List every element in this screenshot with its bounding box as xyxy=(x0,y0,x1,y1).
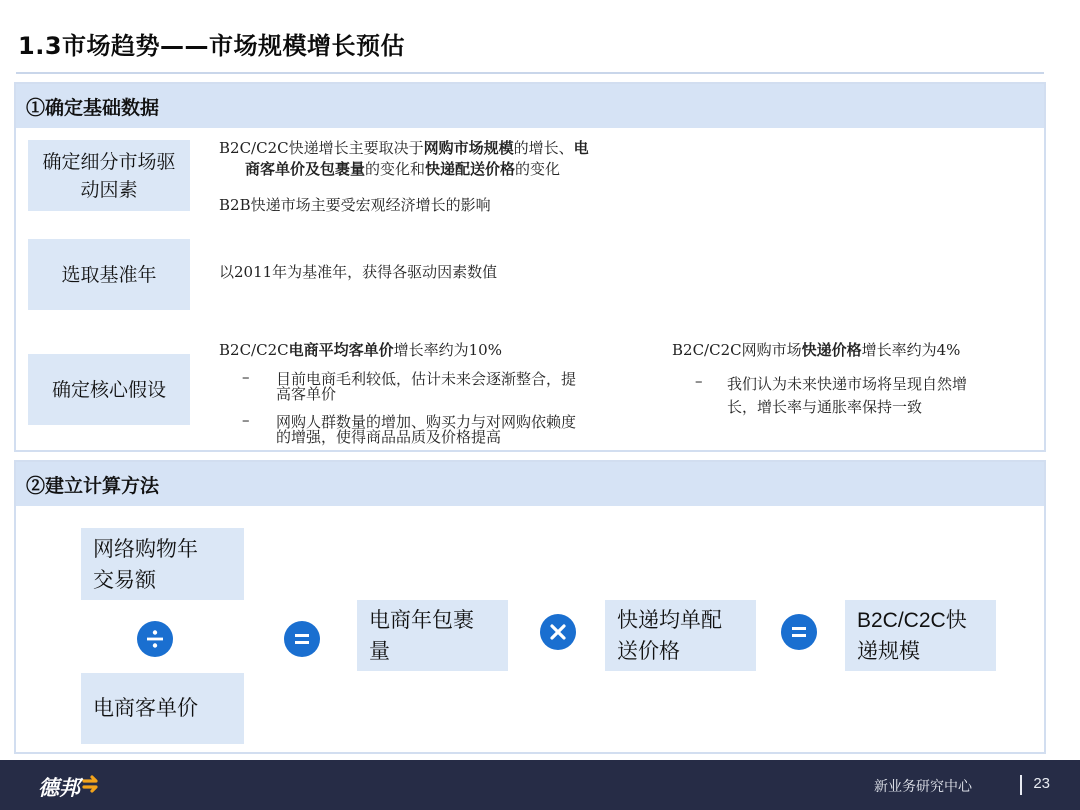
drivers-text: 的变化 xyxy=(515,160,561,178)
label-core-assumptions: 确定核心假设 xyxy=(28,354,190,425)
assumption-right-heading xyxy=(672,340,1032,361)
label-market-drivers: 确定细分市场驱动因素 xyxy=(28,140,190,211)
box-online-gmv-l1: 网络购物年 xyxy=(93,537,198,561)
box-unit-delivery-price-l1: 快递均单配 xyxy=(617,608,722,632)
multiply-icon xyxy=(540,614,576,650)
drivers-line-1 xyxy=(219,138,669,159)
title-rule xyxy=(16,72,1044,74)
drivers-key-term: 快递配送价格 xyxy=(425,160,516,178)
box-parcel-volume-l2: 量 xyxy=(369,639,390,663)
footer-bar xyxy=(0,760,1080,810)
box-express-market-size-l2: 递规模 xyxy=(857,639,920,663)
footer-divider xyxy=(1020,775,1022,795)
drivers-key-term: 电 xyxy=(573,139,589,157)
drivers-text: B2C/C2C快递增长主要取决于 xyxy=(219,139,424,157)
drivers-key-term: 网购市场规模 xyxy=(423,139,514,157)
section-header-base-data: ①确定基础数据 xyxy=(16,84,1044,128)
assumption-text: 增长率约为10% xyxy=(393,341,502,359)
label-base-year: 选取基准年 xyxy=(28,239,190,310)
drivers-text: 的变化和 xyxy=(365,160,426,178)
assumption-left-bullet-2-l1: 网购人群数量的增加、购买力与对网购依赖度 xyxy=(276,413,577,431)
divide-icon xyxy=(137,621,173,657)
box-unit-delivery-price-l2: 送价格 xyxy=(617,639,680,663)
base-year-text: 以2011年为基准年，获得各驱动因素数值 xyxy=(219,263,498,281)
assumption-text: B2C/C2C网购市场 xyxy=(672,341,802,359)
box-avg-order-value: 电商客单价 xyxy=(81,673,244,744)
box-express-market-size-l1: B2C/C2C快 xyxy=(857,609,967,632)
section-header-calculation: ②建立计算方法 xyxy=(16,462,1044,506)
drivers-text: 的增长、 xyxy=(513,139,574,157)
box-express-market-size xyxy=(845,600,996,671)
assumption-text: B2C/C2C xyxy=(219,341,289,359)
bullet-dash: – xyxy=(242,368,250,386)
box-parcel-volume xyxy=(357,600,508,671)
drivers-key-term: 商客单价及包裹量 xyxy=(245,160,366,178)
assumption-right-bullet-l2: 长，增长率与通胀率保持一致 xyxy=(727,398,923,416)
brand-logo-icon xyxy=(82,774,104,794)
box-online-gmv xyxy=(81,528,244,600)
assumption-left-bullet-1-l1: 目前电商毛利较低，估计未来会逐渐整合，提 xyxy=(276,370,577,388)
drivers-line-2 xyxy=(245,159,675,180)
drivers-line-3: B2B快递市场主要受宏观经济增长的影响 xyxy=(219,196,491,214)
assumption-key-term: 快递价格 xyxy=(801,341,862,359)
assumption-left-bullet-2-l2: 的增强，使得商品品质及价格提高 xyxy=(276,428,502,446)
page-title: 1.3市场趋势——市场规模增长预估 xyxy=(18,32,406,60)
bullet-dash: – xyxy=(242,411,250,429)
assumption-key-term: 电商平均客单价 xyxy=(288,341,394,359)
box-online-gmv-l2: 交易额 xyxy=(93,568,156,592)
assumption-text: 增长率约为4% xyxy=(861,341,961,359)
equals-icon xyxy=(284,621,320,657)
page-number: 23 xyxy=(1033,775,1050,792)
assumption-left-bullet-1-l2: 高客单价 xyxy=(276,385,337,403)
brand-logo-text: 德邦 xyxy=(38,776,80,800)
box-parcel-volume-l1: 电商年包裹 xyxy=(369,608,474,632)
bullet-dash: – xyxy=(695,372,703,390)
assumption-right-bullet-l1: 我们认为未来快递市场将呈现自然增 xyxy=(727,375,968,393)
footer-department: 新业务研究中心 xyxy=(874,779,972,795)
assumption-left-heading xyxy=(219,340,659,361)
box-unit-delivery-price xyxy=(605,600,756,671)
equals-icon xyxy=(781,614,817,650)
